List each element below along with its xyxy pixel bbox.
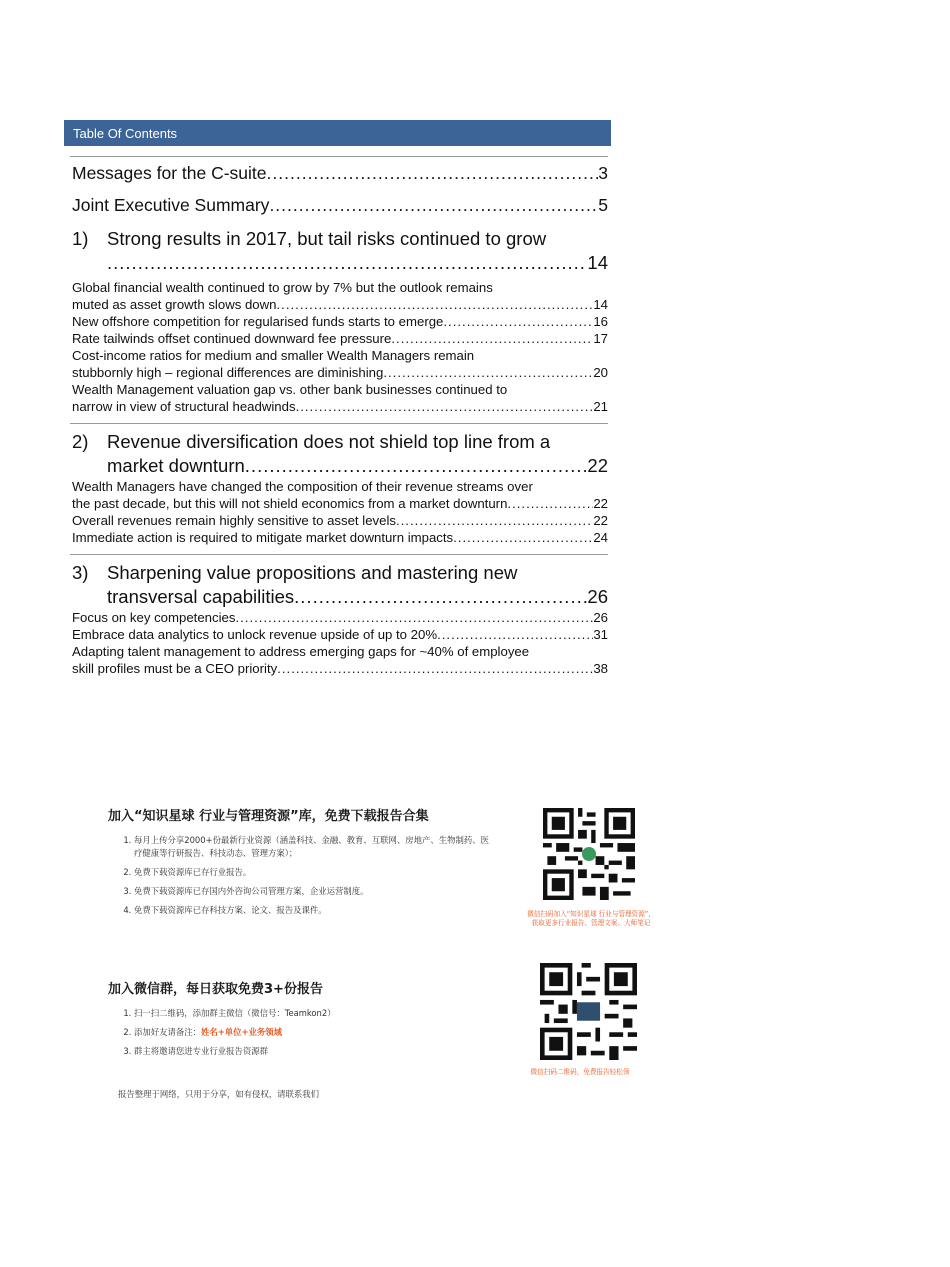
promo-list: [108, 834, 494, 917]
chapter-number: 2): [72, 431, 89, 452]
toc-entry-title: Messages for the C-suite: [72, 163, 267, 183]
subsection-line: Cost-income ratios for medium and smaller Wealth Managers remain: [72, 348, 475, 363]
divider: [70, 423, 608, 424]
chapter-title[interactable]: [70, 227, 608, 251]
chapter-title-line2[interactable]: market downturn ..... 22: [70, 454, 608, 478]
chapter-title-line1: Strong results in 2017, but tail risks continued to grow: [107, 228, 547, 249]
chapter-number: 1): [72, 228, 89, 249]
chapter-title-line2[interactable]: [70, 251, 608, 275]
subsection-line: Wealth Management valuation gap vs. other bank businesses continued to: [72, 382, 508, 397]
subsection-entry[interactable]: New offshore competition for regularised funds starts to emerge ..... 16: [70, 313, 608, 330]
chapter-page: 14: [587, 252, 608, 273]
subsection-entry[interactable]: stubbornly high – regional differences are diminishing ..... 20: [70, 364, 608, 381]
qr-caption: 微信扫码加入“知识星球 行业与管理资源”， 获取更多行业报告、管理文案、大师笔记: [527, 910, 655, 927]
list-item: 3. 群主将邀请您进专业行业报告资源群: [134, 1045, 494, 1058]
list-item: 2. 添加好友请备注：姓名+单位+业务领域: [134, 1026, 494, 1039]
toc-entry[interactable]: [70, 157, 608, 189]
toc-entry-title: Joint Executive Summary: [72, 195, 270, 215]
table-of-contents: [70, 156, 608, 677]
chapter-title-line2[interactable]: transversal capabilities ..... 26: [70, 585, 608, 609]
toc-entry[interactable]: [70, 189, 608, 221]
qr-code-wechat[interactable]: [540, 963, 637, 1060]
subsection-entry[interactable]: Immediate action is required to mitigate market downturn impacts ..... 24: [70, 529, 608, 546]
qr-caption: 微信扫码二维码，免费报告轻松领: [530, 1068, 630, 1076]
toc-entry-page: 5: [598, 195, 608, 215]
divider: [70, 554, 608, 555]
footer-note: 报告整理于网络，只用于分享，如有侵权，请联系我们: [118, 1089, 319, 1099]
toc-entry-page: 3: [598, 163, 608, 183]
promo-title: 加入“知识星球 行业与管理资源”库，免费下载报告合集: [108, 809, 429, 824]
qr-code-icon: [543, 808, 635, 900]
chapter-title[interactable]: [70, 561, 608, 585]
subsection-entry[interactable]: Overall revenues remain highly sensitive to asset levels ..... 22: [70, 512, 608, 529]
chapter-title-line1: Revenue diversification does not shield top line from a: [107, 431, 551, 452]
list-item: 1. 扫一扫二维码，添加群主微信（微信号：Teamkon2）: [134, 1007, 494, 1020]
list-item: 4. 免费下载资源库已存科技方案、论文、报告及课件。: [134, 904, 494, 917]
subsection-line: Adapting talent management to address emerging gaps for ~40% of employee: [72, 644, 530, 659]
subsection-entry[interactable]: Rate tailwinds offset continued downward fee pressure ..... 17: [70, 330, 608, 347]
subsection-entry[interactable]: muted as asset growth slows down ..... 14: [70, 296, 608, 313]
subsection-entry[interactable]: skill profiles must be a CEO priority ..... 38: [70, 660, 608, 677]
subsection-entry[interactable]: the past decade, but this will not shield economics from a market downturn ..... 22: [70, 495, 608, 512]
subsection-entry[interactable]: Focus on key competencies ..... 26: [70, 609, 608, 626]
subsection-line: Global financial wealth continued to grow by 7% but the outlook remains: [72, 280, 493, 295]
chapter-number: 3): [72, 562, 89, 583]
list-item: 1. 每月上传分享2000+份最新行业资源（涵盖科技、金融、教育、互联网、房地产、生物制药、医疗健康等行研报告、科技动态、管理方案）；: [134, 834, 494, 860]
chapter-title[interactable]: [70, 430, 608, 454]
promo-list: [108, 1007, 494, 1058]
chapter-page: 22: [587, 455, 608, 476]
subsection-entry[interactable]: Embrace data analytics to unlock revenue upside of up to 20% ..... 31: [70, 626, 608, 643]
highlight-text: 姓名+单位+业务领域: [201, 1027, 283, 1037]
subsection-entry[interactable]: narrow in view of structural headwinds ..... 21: [70, 398, 608, 415]
toc-header: Table Of Contents: [64, 120, 611, 146]
list-item: 3. 免费下载资源库已存国内外咨询公司管理方案，企业运营制度。: [134, 885, 494, 898]
list-item: 2. 免费下载资源库已存行业报告。: [134, 866, 494, 879]
promo-title: 加入微信群，每日获取免费3+份报告: [108, 982, 323, 997]
chapter-title-line1: Sharpening value propositions and mastering new: [107, 562, 518, 583]
qr-code-icon: [540, 963, 637, 1060]
subsection-line: Wealth Managers have changed the composition of their revenue streams over: [72, 479, 533, 494]
chapter-page: 26: [587, 586, 608, 607]
qr-code-zsxq[interactable]: [543, 808, 635, 900]
